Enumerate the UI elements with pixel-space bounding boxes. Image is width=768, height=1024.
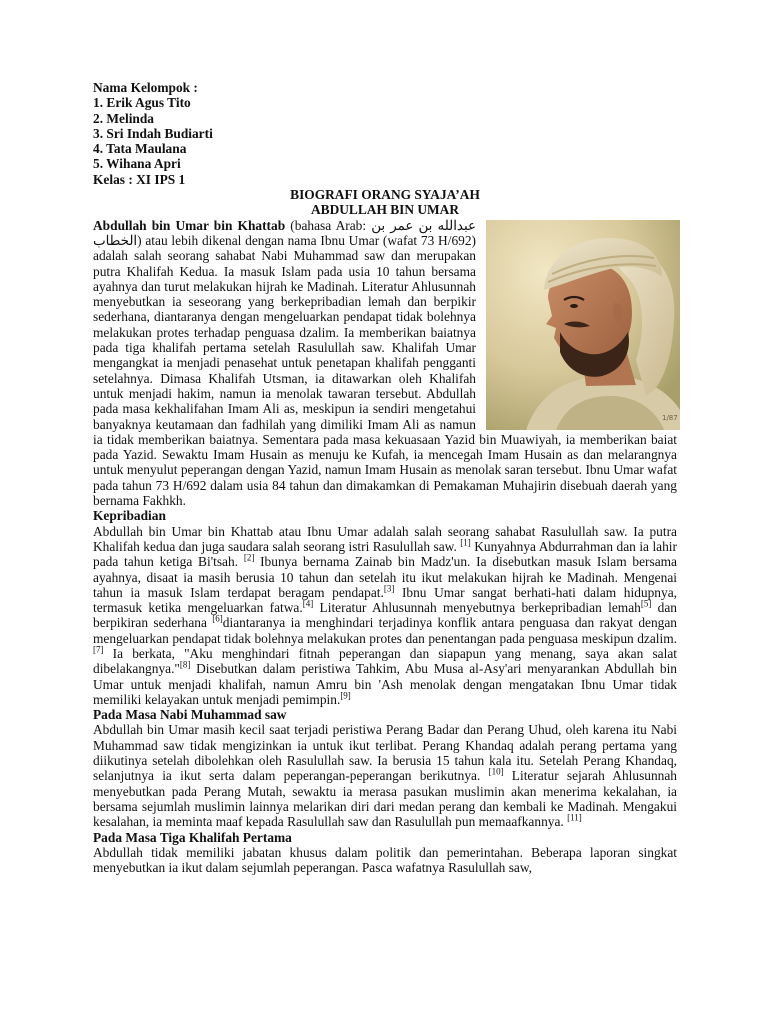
document-page bbox=[93, 80, 677, 875]
paragraph-text: Abdullah tidak memiliki jabatan khusus dalam politik dan pemerintahan. Beberapa laporan singkat menyebutkan ia ikut dalam sejumlah peperangan. Pasca wafatnya Rasulullah saw, bbox=[93, 844, 677, 876]
intro-arabic-prefix: (bahasa Arab: bbox=[285, 217, 372, 233]
paragraph-text: Ibnu Umar sangat berhati-hati dalam hidupnya, termasuk ketika mengeluarkan fatwa. bbox=[93, 584, 677, 616]
section-heading-khalifah: Pada Masa Tiga Khalifah Pertama bbox=[93, 829, 292, 845]
paragraph-text: Ia berkata, "Aku menghindari fitnah peperangan dan siapapun yang menang, saya akan salat dibelakangnya." bbox=[93, 645, 677, 677]
footnote-ref[interactable]: [11] bbox=[567, 812, 582, 823]
footnote-ref[interactable]: [10] bbox=[488, 766, 504, 777]
kepribadian-paragraph bbox=[93, 524, 677, 708]
portrait-image bbox=[486, 220, 680, 430]
arabic-name: عبدالله بن عمر بن الخطاب bbox=[93, 217, 476, 248]
group-heading: Nama Kelompok : bbox=[93, 80, 198, 95]
footnote-ref[interactable]: [2] bbox=[243, 552, 255, 563]
title-line-1: BIOGRAFI ORANG SYAJA’AH bbox=[290, 187, 480, 203]
paragraph-text: Ibunya bernama Zainab bin Madz'un. Ia disebutkan masuk Islam bersama ayahnya, disaat ia masih berusia 10 tahun dan setelah itu ikut melakukan hijrah ke Madinah. Mengenai tahun ia masuk Islam terdapat beragam pendapat. bbox=[93, 554, 677, 600]
footnote-ref[interactable]: [8] bbox=[179, 659, 191, 670]
paragraph-text: Literatur Ahlusunnah menyebutnya berkepribadian lemah bbox=[313, 600, 641, 616]
paragraph-text: Abdullah bin Umar bin Khattab atau Ibnu Umar adalah salah seorang sahabat Rasulullah saw. Ia putra Khalifah kedua dan juga saudara salah seorang istri Rasulullah saw. bbox=[93, 523, 677, 554]
footnote-ref[interactable]: [9] bbox=[340, 690, 351, 701]
svg-text:1/87: 1/87 bbox=[662, 413, 678, 422]
nabi-paragraph bbox=[93, 722, 677, 829]
footnote-ref[interactable]: [4] bbox=[302, 598, 314, 609]
paragraph-text: Literatur sejarah Ahlusunnah menyebutkan pada Perang Mutah, sewaktu ia merasa pasukan muslimin akan menerima kekalahan, ia bersama sejumlah muslimin lainnya melarikan diri dari medan perang dan kembali ke Madinah. Mengakui kesalahan, ia meminta maaf kepada Rasulullah saw dan Rasulullah pun memaafkannya. bbox=[93, 768, 677, 830]
group-member: 3. Sri Indah Budiarti bbox=[93, 125, 213, 141]
title-line-2: ABDULLAH BIN UMAR bbox=[310, 202, 460, 218]
group-member: 4. Tata Maulana bbox=[93, 141, 187, 157]
document-title bbox=[93, 187, 677, 218]
group-member: 5. Wihana Apri bbox=[93, 156, 181, 172]
footnote-ref[interactable]: [1] bbox=[460, 537, 471, 548]
section-heading-nabi: Pada Masa Nabi Muhammad saw bbox=[93, 707, 287, 723]
class-label: Kelas : XI IPS 1 bbox=[93, 171, 186, 187]
subject-name: Abdullah bin Umar bin Khattab bbox=[93, 217, 286, 233]
paragraph-text: dan berpikiran sederhana bbox=[93, 600, 678, 631]
group-member: 1. Erik Agus Tito bbox=[93, 95, 191, 111]
footnote-ref[interactable]: [5] bbox=[640, 598, 652, 609]
group-member: 2. Melinda bbox=[93, 110, 155, 126]
footnote-ref[interactable]: [7] bbox=[93, 644, 104, 655]
footnote-ref[interactable]: [6] bbox=[212, 613, 223, 624]
paragraph-text: diantaranya ia menghindari terjadinya konflik antara penguasa dan rakyat dengan mengeluarkan pendapat tidak bolehnya melakukan protes dan penentangan pada penguasa meskipun dzalim. bbox=[93, 615, 677, 646]
paragraph-text: Abdullah bin Umar masih kecil saat terjadi peristiwa Perang Badar dan Perang Uhud, oleh karena itu Nabi Muhammad saw tidak mengizinkan ia untuk ikut terlibat. Perang Khandaq adalah perang pertama yang diikutinya setelah dibolehkan oleh Rasulullah saw. Ia berusia 15 tahun kala itu. Setelah Perang Khandaq, selanjutnya ia ikut serta dalam peperangan-peperangan berikutnya. bbox=[93, 722, 677, 784]
khalifah-paragraph bbox=[93, 845, 677, 876]
section-heading-kepribadian: Kepribadian bbox=[93, 508, 166, 524]
intro-text: ) atau lebih dikenal dengan nama Ibnu Umar (wafat 73 H/692) adalah salah seorang sahabat Nabi Muhammad saw dan merupakan putra Khalifah Kedua. Ia masuk Islam pada usia 10 tahun bersama ayahnya dan turut melakukan hijrah ke Madinah. Literatur Ahlusunnah menyebutkan ia seseorang yang berkepribadian lemah dan berpikir sederhana, diantaranya dengan mengeluarkan pendapat tidak bolehnya melakukan protes terhadap penguasa dzalim. Ia memberikan baiatnya pada tiga khalifah pertama setelah Rasulullah saw. Khalifah Umar mengangkat ia menjadi penasehat untuk penetapan khalifah pengganti setelahnya. Dimasa Khalifah Utsman, ia ditawarkan oleh Khalifah untuk menjadi hakim, namun ia menolak tawaran tersebut. Abdullah pada masa kekhalifahan Imam Ali as, meskipun ia sendiri mengetahui banyaknya keutamaan dan fadhilah yang dimiliki Imam Ali as namun ia tidak memberikan baiatnya. Sementara pada masa kekuasaan Yazid bin Muawiyah, ia memberikan baiat pada Yazid. Sewaktu Imam Husain as menuju ke Kufah, ia mencegah Imam Husain as dan melarangnya untuk menyulut peperangan dengan Yazid, namun Imam Husain as menolak saran tersebut. Ibnu Umar wafat pada tahun 73 H/692 dalam usia 84 tahun dan dimakamkan di Pemakaman Muhajirin disebuah daerah yang bernama Fakhkh. bbox=[93, 232, 677, 509]
paragraph-text: Kunyahnya Abdurrahman dan ia lahir pada tahun ketiga Bi'tsah. bbox=[93, 538, 677, 570]
footnote-ref[interactable]: [3] bbox=[383, 583, 395, 594]
group-members-block bbox=[93, 80, 677, 187]
paragraph-text: Disebutkan dalam peristiwa Tahkim, Abu Musa al-Asy'ari menyarankan Abdullah bin Umar untuk menjadi khalifah, namun Amru bin 'Ash menolak dengan mengatakan Ibnu Umar tidak memiliki kelayakan untuk menjadi pemimpin. bbox=[93, 661, 677, 707]
portrait-illustration bbox=[486, 220, 680, 430]
